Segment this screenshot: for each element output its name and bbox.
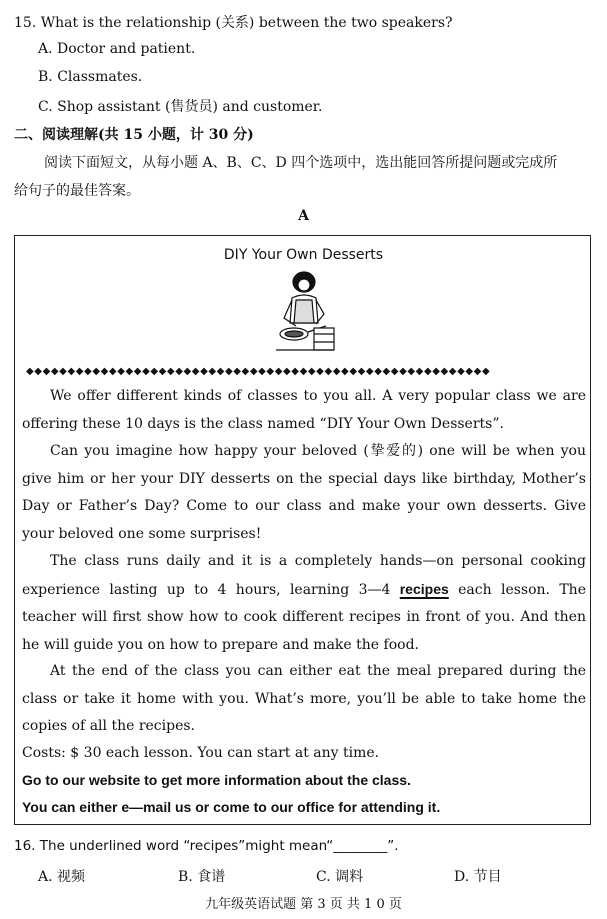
q15-option-a: A. Doctor and patient. xyxy=(38,41,196,57)
q16-option-d: D. 节目 xyxy=(454,869,502,885)
section-heading: 二、阅读理解(共 15 小题，计 30 分) xyxy=(14,127,254,143)
cooking-woman-illustration xyxy=(270,268,340,354)
paragraph-3-before: The class runs daily and it is a completely hands—on personal cooking experience lasting up to 4 hours, learning 3—4 xyxy=(22,553,586,598)
section-instruction-line1: 阅读下面短文，从每小题 A、B、C、D 四个选项中，选出能回答所提问题或完成所 xyxy=(44,155,558,171)
passage-label: A xyxy=(298,208,309,224)
q16-option-a: A. 视频 xyxy=(38,869,86,885)
q15-option-c: C. Shop assistant (售货员) and customer. xyxy=(38,99,323,115)
paragraph-1: We offer different kinds of classes to you all. A very popular class we are offering these 10 days is the class named “DIY Your Own Desserts”. xyxy=(22,388,586,432)
paragraph-3-after: each lesson. The teacher will first show how to cook different recipes in front of you. And then he will guide you on how to prepare and make the food. xyxy=(22,581,586,653)
passage-title: DIY Your Own Desserts xyxy=(223,247,384,263)
bold-line-2: You can either e—mail us or come to our office for attending it. xyxy=(22,799,441,815)
q15-option-b: B. Classmates. xyxy=(38,69,143,85)
paragraph-3 xyxy=(22,548,586,659)
page-footer: 九年级英语试题 第 3 页 共 1 0 页 xyxy=(205,897,402,912)
bold-line-1: Go to our website to get more information about the class. xyxy=(22,772,411,788)
underlined-word-recipes: recipes xyxy=(399,580,449,597)
question-16: 16. The underlined word “recipes”might mean“________”. xyxy=(14,838,399,854)
costs-line: Costs: $ 30 each lesson. You can start at any time. xyxy=(22,745,380,761)
paragraph-2: Can you imagine how happy your beloved (挚爱的) one will be when you give him or her your DIY desserts on the special days like birthday, Mother’s Day or Father’s Day? Come to our class and make your own desserts. Give your beloved one some surprises! xyxy=(22,443,586,542)
question-15: 15. What is the relationship (关系) between the two speakers? xyxy=(14,15,453,31)
q16-option-b: B. 食谱 xyxy=(178,869,226,885)
section-instruction-line2: 给句子的最佳答案。 xyxy=(14,183,140,199)
diamond-divider: ◆◆◆◆◆◆◆◆◆◆◆◆◆◆◆◆◆◆◆◆◆◆◆◆◆◆◆◆◆◆◆◆◆◆◆◆◆◆◆◆◆◆◆◆◆◆◆◆◆◆◆◆◆◆◆◆ xyxy=(26,366,491,377)
paragraph-4: At the end of the class you can either eat the meal prepared during the class or take it home with you. What’s more, you’ll be able to take home the copies of all the recipes. xyxy=(22,663,586,734)
q16-option-c: C. 调料 xyxy=(316,869,364,885)
